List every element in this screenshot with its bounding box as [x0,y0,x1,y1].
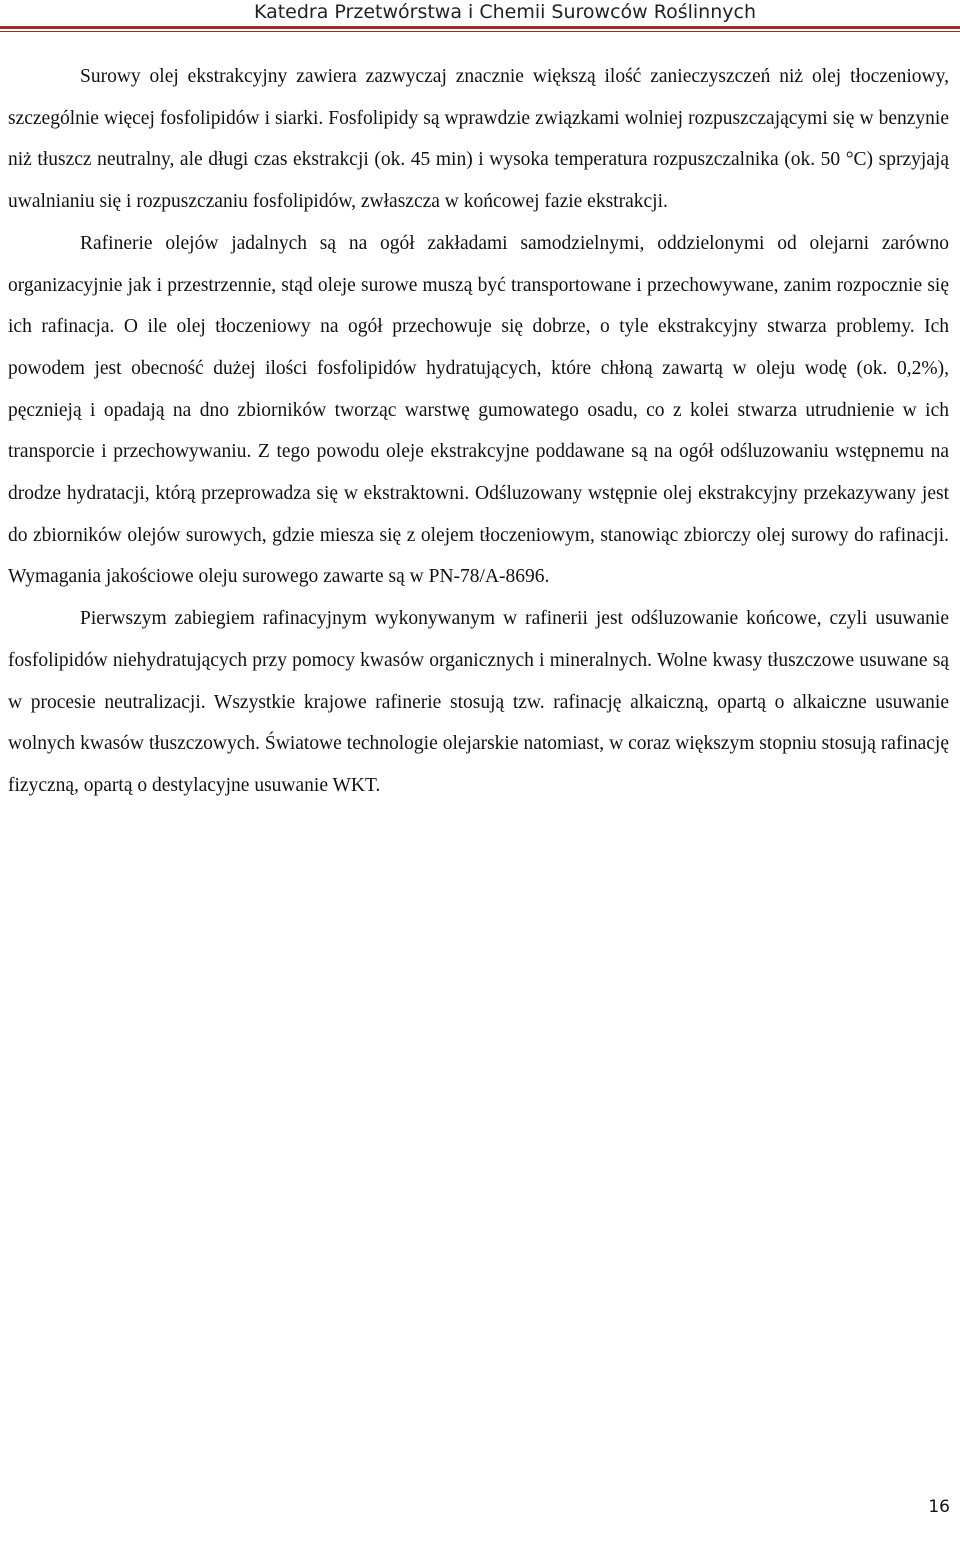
paragraph-refineries: Rafinerie olejów jadalnych są na ogół zakładami samodzielnymi, oddzielonymi od olejarni zarówno organizacyjnie jak i przestrzennie, stąd oleje surowe muszą być transportowane i przechowywane, zanim rozpocznie się ich rafinacja. O ile olej tłoczeniowy na ogół przechowuje się dobrze, o tyle ekstrakcyjny stwarza problemy. Ich powodem jest obecność dużej ilości fosfolipidów hydratujących, które chłoną zawartą w oleju wodę (ok. 0,2%), pęcznieją i opadają na dno zbiorników tworząc warstwę gumowatego osadu, co z kolei stwarza utrudnienie w ich transporcie i przechowywaniu. Z tego powodu oleje ekstrakcyjne poddawane są na ogół odśluzowaniu wstępnemu na drodze hydratacji, którą przeprowadza się w ekstraktowni. Odśluzowany wstępnie olej ekstrakcyjny przekazywany jest do zbiorników olejów surowych, gdzie miesza się z olejem tłoczeniowym, stanowiąc zbiorczy olej surowy do rafinacji. Wymagania jakościowe oleju surowego zawarte są w PN-78/A-8696. [8,232,949,588]
header-rule [0,26,960,29]
body-text [8,56,949,807]
paragraph-crude-extraction-oil: Surowy olej ekstrakcyjny zawiera zazwyczaj znacznie większą ilość zanieczyszczeń niż olej tłoczeniowy, szczególnie więcej fosfolipidów i siarki. Fosfolipidy są wprawdzie związkami wolniej rozpuszczającymi się w benzynie niż tłuszcz neutralny, ale długi czas ekstrakcji (ok. 45 min) i wysoka temperatura rozpuszczalnika (ok. 50 °C) sprzyjają uwalnianiu się i rozpuszczaniu fosfolipidów, zwłaszcza w końcowej fazie ekstrakcji. [8,66,949,213]
header-rule-thin [0,31,960,32]
running-header: Katedra Przetwórstwa i Chemii Surowców Roślinnych [253,1,756,23]
page-number: 16 [928,1497,950,1517]
paragraph-final-degumming: Pierwszym zabiegiem rafinacyjnym wykonywanym w rafinerii jest odśluzowanie końcowe, czyli usuwanie fosfolipidów niehydratujących przy pomocy kwasów organicznych i mineralnych. Wolne kwasy tłuszczowe usuwane są w procesie neutralizacji. Wszystkie krajowe rafinerie stosują tzw. rafinację alkaiczną, opartą o alkaiczne usuwanie wolnych kwasów tłuszczowych. Światowe technologie olejarskie natomiast, w coraz większym stopniu stosują rafinację fizyczną, opartą o destylacyjne usuwanie WKT. [8,608,949,796]
